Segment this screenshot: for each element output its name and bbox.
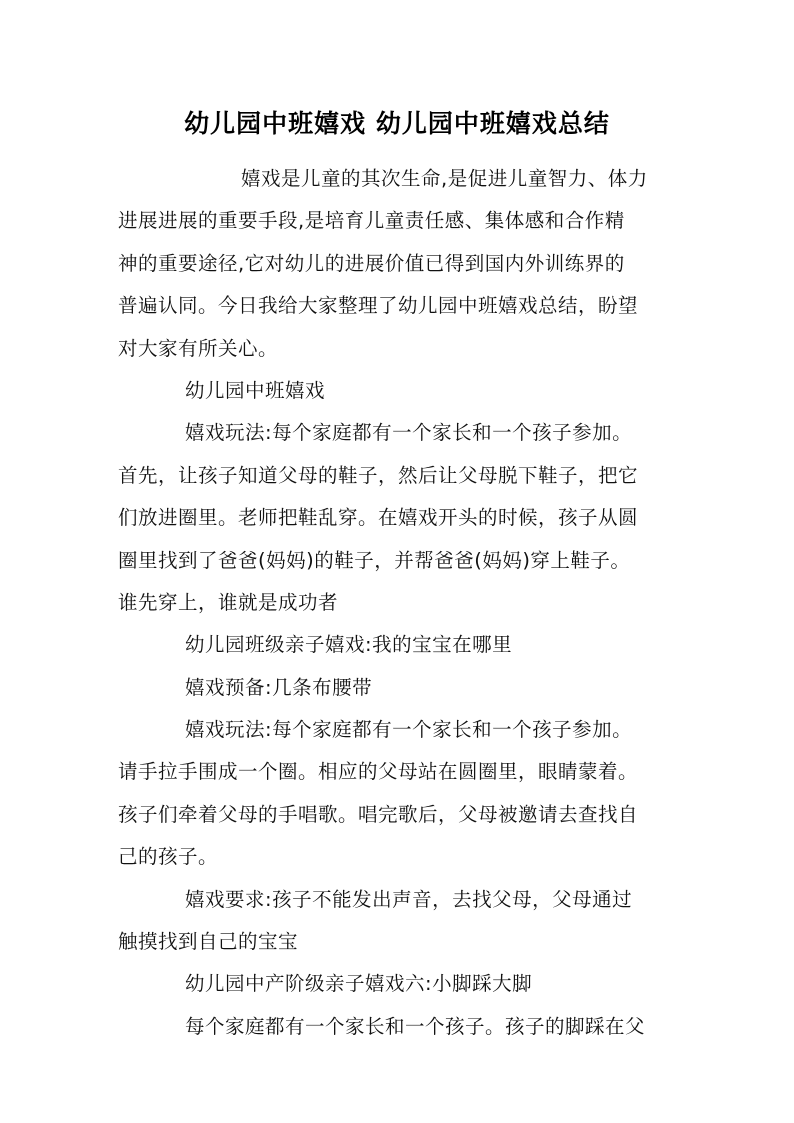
paragraph-line: 对大家有所关心。 <box>118 336 279 360</box>
paragraph-line: 孩子们牵着父母的手唱歌。唱完歌后，父母被邀请去查找自 <box>118 802 639 826</box>
paragraph-line: 嬉戏预备:几条布腰带 <box>185 675 373 699</box>
paragraph-line: 普遍认同。今日我给大家整理了幼儿园中班嬉戏总结，盼望 <box>118 294 639 318</box>
paragraph-line: 谁先穿上，谁就是成功者 <box>118 590 339 614</box>
section-heading: 幼儿园中班嬉戏 <box>185 378 326 402</box>
paragraph-line: 请手拉手围成一个圈。相应的父母站在圆圈里，眼睛蒙着。 <box>118 760 639 784</box>
paragraph-line: 己的孩子。 <box>118 845 219 869</box>
paragraph-line: 触摸找到自己的宝宝 <box>118 930 299 954</box>
paragraph-line: 们放进圈里。老师把鞋乱穿。在嬉戏开头的时候，孩子从圆 <box>118 506 639 530</box>
document-title: 幼儿园中班嬉戏 幼儿园中班嬉戏总结 <box>184 109 610 138</box>
paragraph-line: 神的重要途径,它对幼儿的进展价值已得到国内外训练界的 <box>118 251 625 275</box>
paragraph-line: 嬉戏玩法:每个家庭都有一个家长和一个孩子参加。 <box>185 718 633 742</box>
paragraph-line: 圈里找到了爸爸(妈妈)的鞋子，并帮爸爸(妈妈)穿上鞋子。 <box>118 548 631 572</box>
paragraph-line: 每个家庭都有一个家长和一个孩子。孩子的脚踩在父 <box>185 1014 646 1038</box>
paragraph-line: 嬉戏要求:孩子不能发出声音，去找父母，父母通过 <box>185 887 633 911</box>
section-heading: 幼儿园班级亲子嬉戏:我的宝宝在哪里 <box>185 633 513 657</box>
section-heading: 幼儿园中产阶级亲子嬉戏六:小脚踩大脚 <box>185 972 533 996</box>
paragraph-line: 首先，让孩子知道父母的鞋子，然后让父母脱下鞋子，把它 <box>118 463 639 487</box>
paragraph-line: 嬉戏玩法:每个家庭都有一个家长和一个孩子参加。 <box>185 421 633 445</box>
document-body <box>118 158 690 1048</box>
paragraph-line: 嬉戏是儿童的其次生命,是促进儿童智力、体力 <box>241 167 648 190</box>
paragraph-line: 进展进展的重要手段,是培育儿童责任感、集体感和合作精 <box>118 209 625 233</box>
